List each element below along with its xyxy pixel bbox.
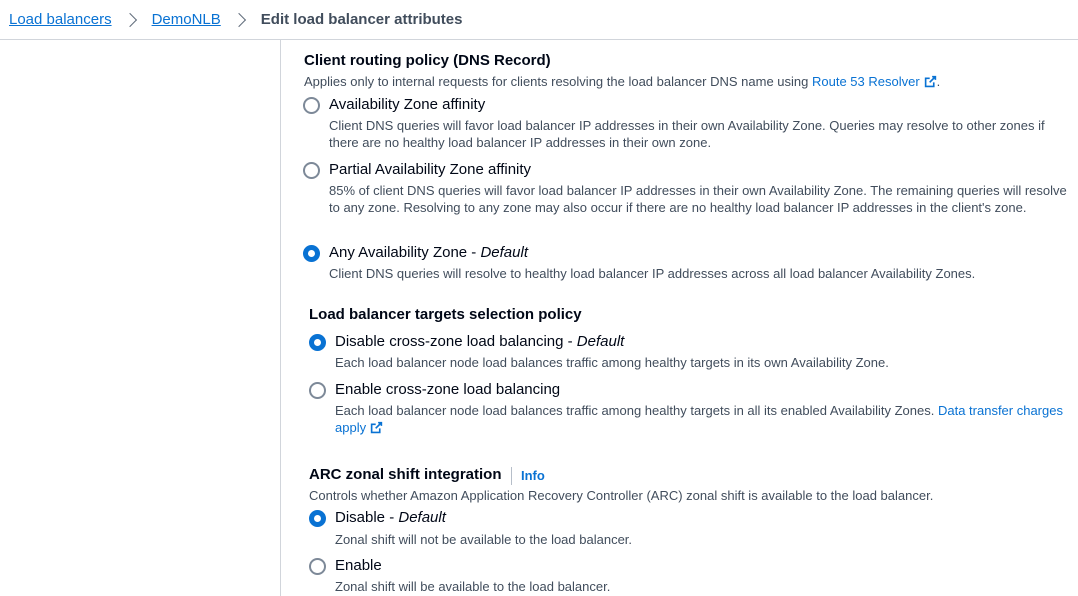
external-link-icon [924, 75, 937, 88]
radio-enable-cross-zone[interactable] [309, 382, 326, 399]
option-label-any-availability-zone[interactable]: Any Availability Zone - Default [329, 244, 528, 261]
data-transfer-charges-link[interactable]: Data transfer charges apply [335, 403, 1063, 435]
radio-disable-cross-zone[interactable] [309, 334, 326, 351]
breadcrumb [0, 0, 1078, 40]
option-description-partial-availability-zone-affinity: 85% of client DNS queries will favor load balancer IP addresses in their own Availability Zone. The remaining queries will resolve to any zone. Resolving to any zone may also occur if there are no healthy load balancer IP addresses in the client's zone. [329, 183, 1067, 215]
breadcrumb-current-page: Edit load balancer attributes [260, 11, 463, 28]
client-routing-policy-title: Client routing policy (DNS Record) [304, 52, 551, 69]
arc-zonal-shift-info-link[interactable]: Info [521, 468, 545, 483]
chevron-right-icon [232, 12, 246, 26]
option-description-enable-cross-zone: Each load balancer node load balances traffic among healthy targets in all its enabled Availability Zones. Data transfer charges apply [335, 403, 1063, 435]
option-description-disable-zonal-shift: Zonal shift will not be available to the load balancer. [335, 532, 633, 547]
breadcrumb-load-balancers[interactable]: Load balancers [9, 11, 112, 28]
option-label-availability-zone-affinity[interactable]: Availability Zone affinity [329, 96, 486, 113]
option-description-enable-zonal-shift: Zonal shift will be available to the load balancer. [335, 579, 611, 594]
option-label-enable-zonal-shift[interactable]: Enable [335, 557, 382, 574]
pane-divider [280, 40, 281, 596]
radio-partial-availability-zone-affinity[interactable] [303, 162, 320, 179]
radio-disable-zonal-shift[interactable] [309, 510, 326, 527]
chevron-right-icon [123, 12, 137, 26]
external-link-icon [370, 421, 383, 434]
option-label-disable-cross-zone[interactable]: Disable cross-zone load balancing - Default [335, 333, 625, 350]
info-separator [511, 467, 512, 485]
route-53-resolver-link[interactable]: Route 53 Resolver [812, 74, 920, 89]
option-description-disable-cross-zone: Each load balancer node load balances traffic among healthy targets in its own Availability Zone. [335, 355, 889, 370]
client-routing-policy-description: Applies only to internal requests for clients resolving the load balancer DNS name using Route 53 Resolver . [304, 74, 941, 89]
arc-zonal-shift-title: ARC zonal shift integration [309, 466, 502, 483]
radio-availability-zone-affinity[interactable] [303, 97, 320, 114]
radio-enable-zonal-shift[interactable] [309, 558, 326, 575]
arc-zonal-shift-description: Controls whether Amazon Application Recovery Controller (ARC) zonal shift is available to the load balancer. [309, 488, 934, 503]
breadcrumb-demonlb[interactable]: DemoNLB [151, 11, 221, 28]
option-label-enable-cross-zone[interactable]: Enable cross-zone load balancing [335, 381, 561, 398]
targets-selection-policy-title: Load balancer targets selection policy [309, 306, 582, 323]
option-label-partial-availability-zone-affinity[interactable]: Partial Availability Zone affinity [329, 161, 532, 178]
option-description-any-availability-zone: Client DNS queries will resolve to healthy load balancer IP addresses across all load balancer Availability Zones. [329, 266, 976, 281]
left-pane [0, 40, 280, 596]
radio-any-availability-zone[interactable] [303, 245, 320, 262]
option-description-availability-zone-affinity: Client DNS queries will favor load balancer IP addresses in their own Availability Zone. Queries may resolve to other zones if there are no healthy load balancer IP addresses in their own zone. [329, 118, 1045, 150]
option-label-disable-zonal-shift[interactable]: Disable - Default [335, 509, 446, 526]
